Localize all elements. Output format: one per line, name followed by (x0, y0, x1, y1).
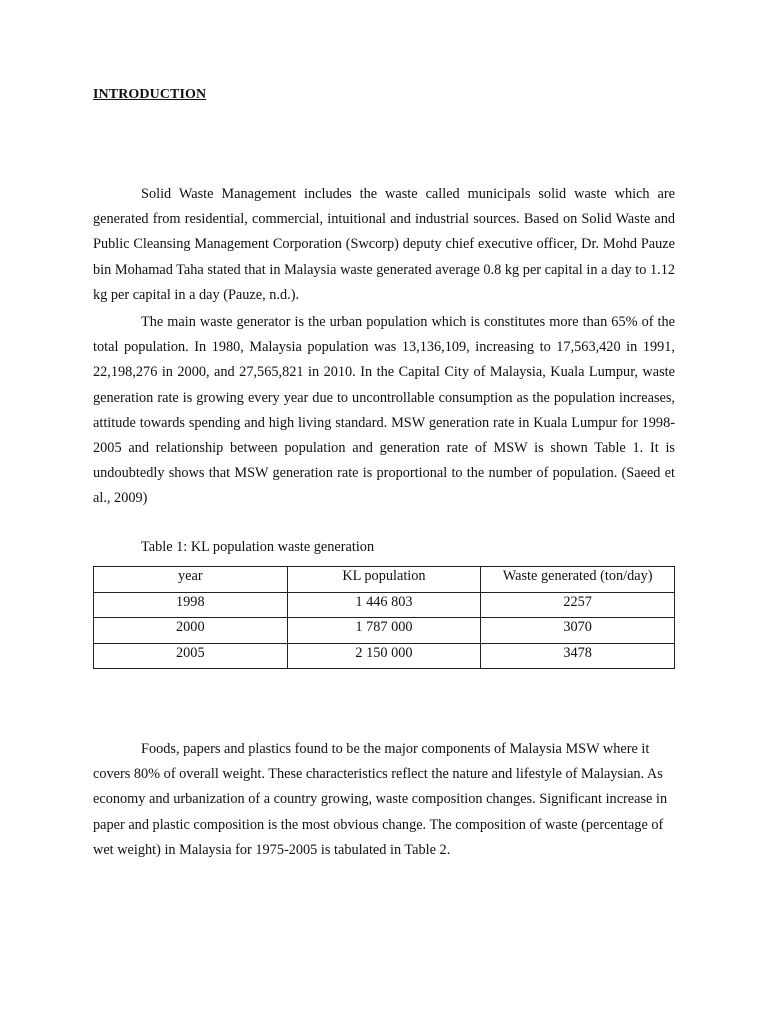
paragraph-solid-waste-definition: Solid Waste Management includes the waste called municipals solid waste which are generated from residential, commercial, intuitional and industrial sources. Based on Solid Waste and Public Cleansing Management Corporation (Swcorp) deputy chief executive officer, Dr. Mohd Pauze bin Mohamad Taha stated that in Malaysia waste generated average 0.8 kg per capital in a day to 1.12 kg per capital in a day (Pauze, n.d.). (93, 186, 675, 303)
cell-year: 2005 (94, 643, 288, 669)
table-header-row (94, 567, 675, 593)
cell-kl-population: 2 150 000 (287, 643, 481, 669)
paragraph-waste-composition: Foods, papers and plastics found to be the major components of Malaysia MSW where it covers 80% of overall weight. These characteristics reflect the nature and lifestyle of Malaysian. As economy and urbanization of a country growing, waste composition changes. Significant increase in paper and plastic composition is the most obvious change. The composition of waste (percentage of wet weight) in Malaysia for 1975-2005 is tabulated in Table 2. (93, 741, 668, 858)
paragraph-urban-population: The main waste generator is the urban population which is constitutes more than 65% of the total population. In 1980, Malaysia population was 13,136,109, increasing to 17,563,420 in 1991, 22,198,276 in 2000, and 27,565,821 in 2010. In the Capital City of Malaysia, Kuala Lumpur, waste generation rate is growing every year due to uncontrollable consumption as the population increases, attitude towards spending and high living standard. MSW generation rate in Kuala Lumpur for 1998-2005 and relationship between population and generation rate of MSW is shown Table 1. It is undoubtedly shows that MSW generation rate is proportional to the number of population. (Saeed et al., 2009) (93, 314, 675, 507)
column-header-year: year (94, 567, 288, 593)
cell-kl-population: 1 787 000 (287, 618, 481, 644)
cell-waste-generated: 2257 (481, 592, 675, 618)
table-row (94, 618, 675, 644)
table-caption: Table 1: KL population waste generation (141, 539, 375, 555)
column-header-waste-generated: Waste generated (ton/day) (481, 567, 675, 593)
table-row (94, 592, 675, 618)
section-heading: INTRODUCTION (93, 87, 207, 102)
cell-year: 1998 (94, 592, 288, 618)
cell-waste-generated: 3478 (481, 643, 675, 669)
kl-population-waste-table (93, 566, 675, 669)
table-row (94, 643, 675, 669)
cell-kl-population: 1 446 803 (287, 592, 481, 618)
cell-year: 2000 (94, 618, 288, 644)
cell-waste-generated: 3070 (481, 618, 675, 644)
column-header-kl-population: KL population (287, 567, 481, 593)
